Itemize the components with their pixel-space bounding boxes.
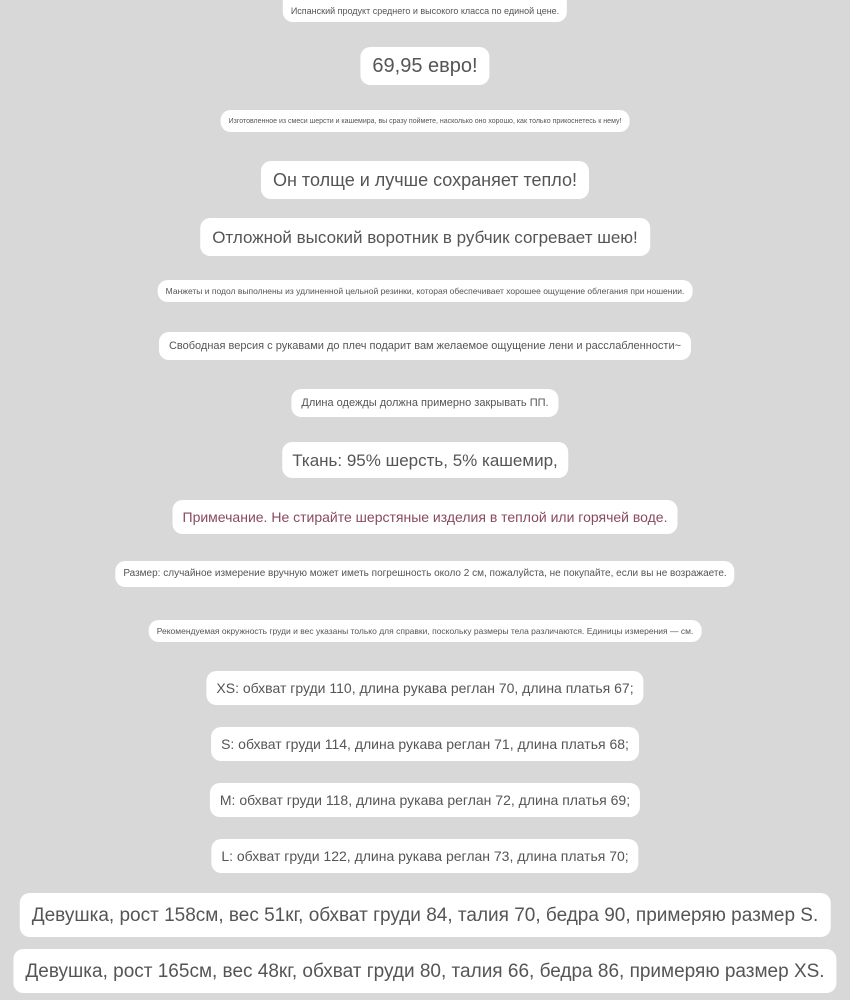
size-m-line: M: обхват груди 118, длина рукава реглан 72, длина платья 69; bbox=[210, 783, 640, 817]
material-intro-line: Изготовленное из смеси шерсти и кашемира, вы сразу поймете, насколько оно хорошо, как только прикоснетесь к нему! bbox=[221, 110, 630, 132]
size-disclaimer-line: Размер: случайное измерение вручную может иметь погрешность около 2 см, пожалуйста, не покупайте, если вы не возражаете. bbox=[115, 561, 734, 587]
intro-line: Испанский продукт среднего и высокого класса по единой цене. bbox=[283, 0, 567, 22]
cuffs-line: Манжеты и подол выполнены из удлиненной цельной резинки, которая обеспечивает хорошее ощущение облегания при ношении. bbox=[158, 280, 693, 302]
size-s-line: S: обхват груди 114, длина рукава реглан 71, длина платья 68; bbox=[211, 727, 639, 761]
model-fit-s-line: Девушка, рост 158см, вес 51кг, обхват груди 84, талия 70, бедра 90, примеряю размер S. bbox=[20, 893, 831, 937]
size-xs-line: XS: обхват груди 110, длина рукава реглан 70, длина платья 67; bbox=[206, 671, 643, 705]
care-note-line: Примечание. Не стирайте шерстяные изделия в теплой или горячей воде. bbox=[173, 500, 678, 534]
size-l-line: L: обхват груди 122, длина рукава реглан 73, длина платья 70; bbox=[211, 839, 638, 873]
fabric-line: Ткань: 95% шерсть, 5% кашемир, bbox=[282, 442, 568, 478]
length-line: Длина одежды должна примерно закрывать ПП. bbox=[291, 389, 558, 417]
price-line: 69,95 евро! bbox=[360, 47, 489, 85]
collar-line: Отложной высокий воротник в рубчик согревает шею! bbox=[200, 218, 650, 256]
model-fit-xs-line: Девушка, рост 165см, вес 48кг, обхват груди 80, талия 66, бедра 86, примеряю размер XS. bbox=[13, 949, 836, 993]
reference-note-line: Рекомендуемая окружность груди и вес указаны только для справки, поскольку размеры тела различаются. Единицы измерения — см. bbox=[149, 620, 702, 642]
warmth-line: Он толще и лучше сохраняет тепло! bbox=[261, 161, 589, 199]
sleeves-line: Свободная версия с рукавами до плеч подарит вам желаемое ощущение лени и расслабленности~ bbox=[159, 332, 691, 360]
